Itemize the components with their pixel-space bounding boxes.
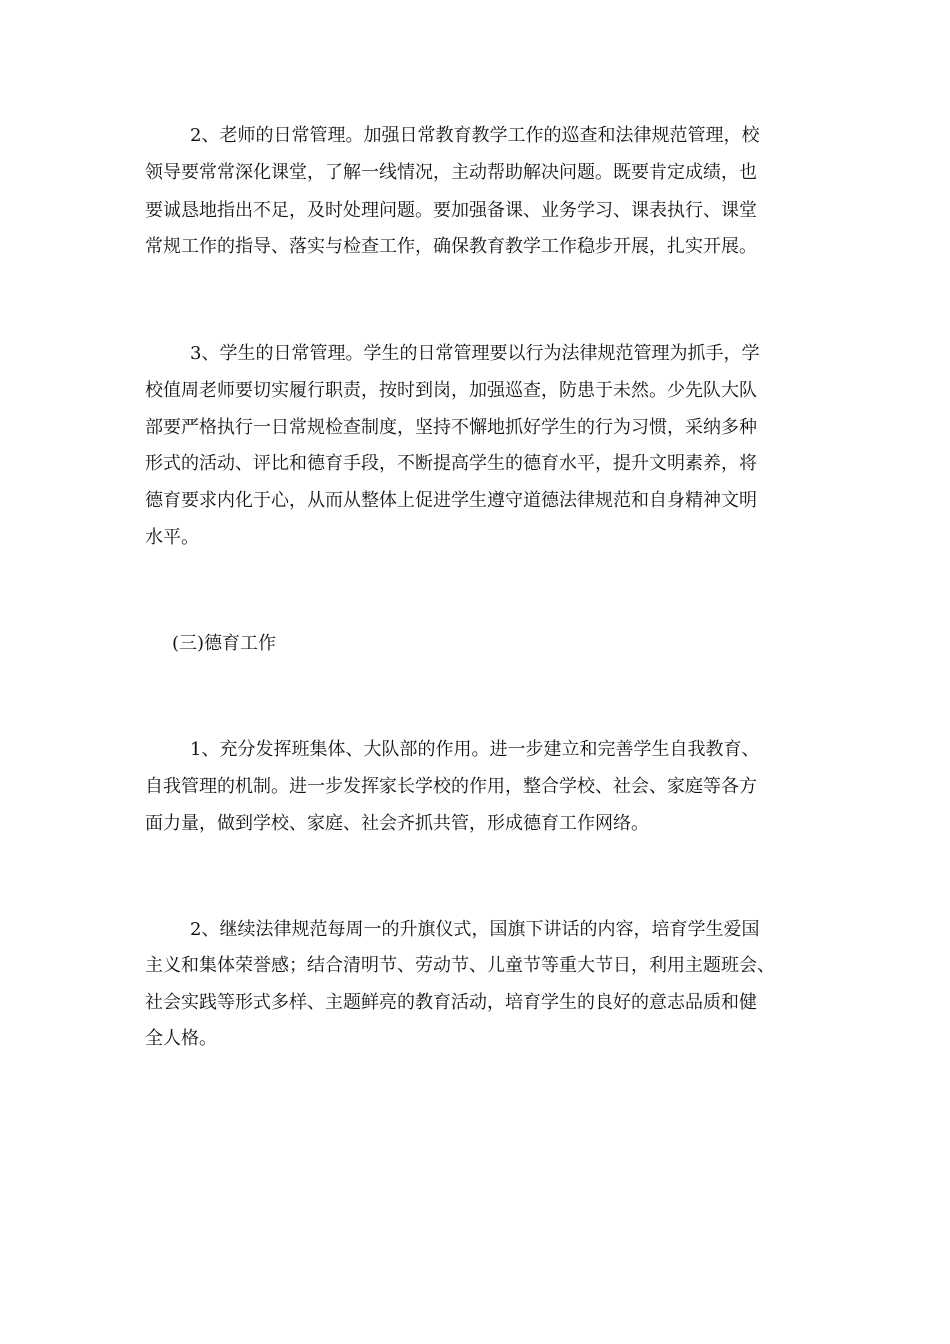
paragraph-line: 2、继续法律规范每周一的升旗仪式，国旗下讲话的内容，培育学生爱国 xyxy=(190,919,760,940)
paragraph-line: 社会实践等形式多样、主题鲜亮的教育活动，培育学生的良好的意志品质和健 xyxy=(145,992,757,1013)
paragraph-line: 校值周老师要切实履行职责，按时到岗，加强巡查，防患于未然。少先队大队 xyxy=(145,380,757,401)
paragraph-line: 主义和集体荣誉感；结合清明节、劳动节、儿童节等重大节日，利用主题班会、 xyxy=(145,955,775,976)
paragraph-line: 常规工作的指导、落实与检查工作，确保教育教学工作稳步开展，扎实开展。 xyxy=(145,236,757,257)
paragraph-line: 2、老师的日常管理。加强日常教育教学工作的巡查和法律规范管理，校 xyxy=(190,125,760,146)
paragraph-line: 3、学生的日常管理。学生的日常管理要以行为法律规范管理为抓手，学 xyxy=(190,343,760,364)
paragraph-line: 自我管理的机制。进一步发挥家长学校的作用，整合学校、社会、家庭等各方 xyxy=(145,776,757,797)
section-heading: (三)德育工作 xyxy=(172,633,277,654)
paragraph-line: 部要严格执行一日常规检查制度，坚持不懈地抓好学生的行为习惯，采纳多种 xyxy=(145,417,757,438)
paragraph-line: 领导要常常深化课堂，了解一线情况，主动帮助解决问题。既要肯定成绩，也 xyxy=(145,162,757,183)
paragraph-line: 水平。 xyxy=(145,527,199,548)
paragraph-line: 德育要求内化于心，从而从整体上促进学生遵守道德法律规范和自身精神文明 xyxy=(145,490,757,511)
paragraph-line: 要诚恳地指出不足，及时处理问题。要加强备课、业务学习、课表执行、课堂 xyxy=(145,200,757,221)
paragraph-line: 1、充分发挥班集体、大队部的作用。进一步建立和完善学生自我教育、 xyxy=(190,739,760,760)
paragraph-line: 面力量，做到学校、家庭、社会齐抓共管，形成德育工作网络。 xyxy=(145,813,649,834)
paragraph-line: 全人格。 xyxy=(145,1028,217,1049)
paragraph-line: 形式的活动、评比和德育手段，不断提高学生的德育水平，提升文明素养，将 xyxy=(145,453,757,474)
